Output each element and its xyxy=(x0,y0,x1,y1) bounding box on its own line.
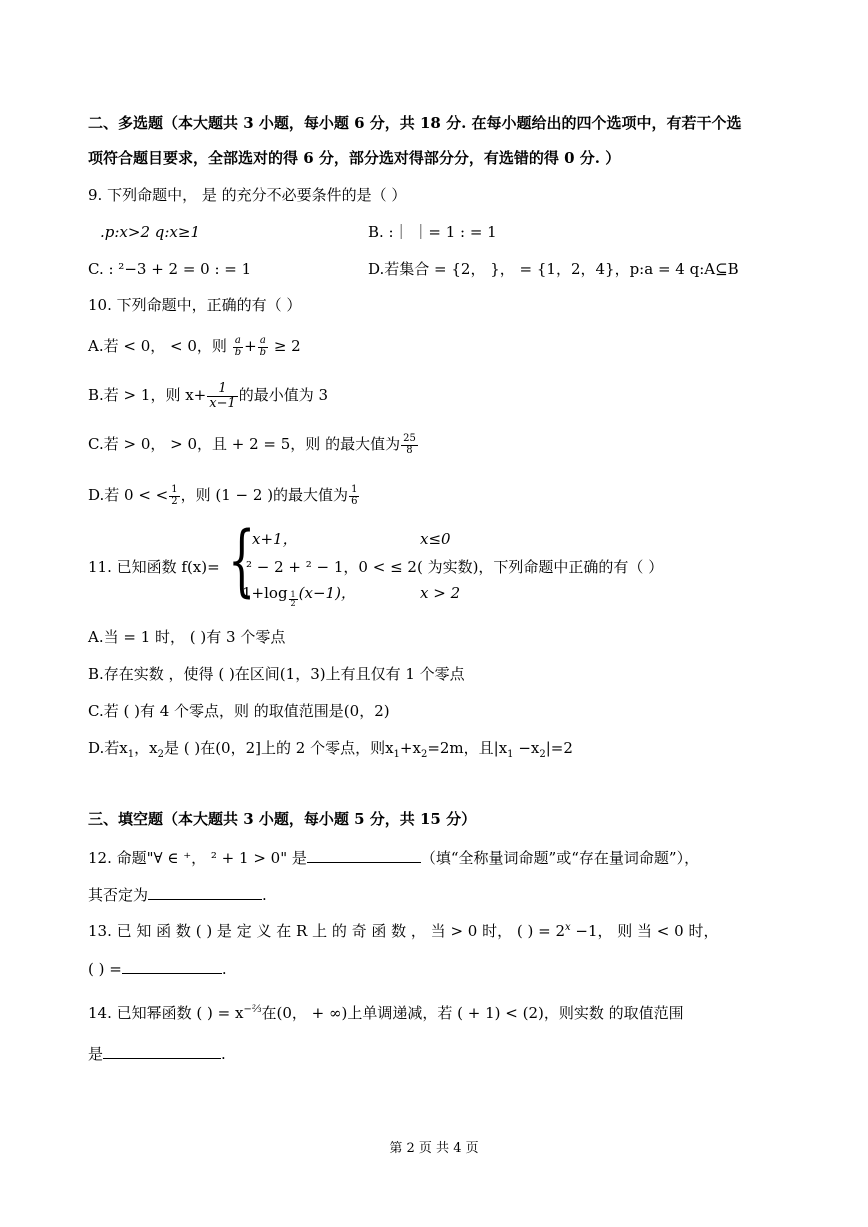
q11-case3-cond: x > 2 xyxy=(420,584,461,602)
q13-line2: ( ) = . xyxy=(88,960,227,978)
q9-option-a: .p:x>2 q:x≥1 xyxy=(100,223,200,241)
q12-answer-blank-1[interactable] xyxy=(307,848,421,863)
q14-answer-blank[interactable] xyxy=(103,1044,221,1059)
q10-option-d: D.若 0 < < $\frac{1}{2}$ ，则 (1 − 2 )的最大值为 $\frac{1}{6}$ xyxy=(88,484,358,507)
q11-option-c: C.若 ( )有 4 个零点，则 的取值范围是(0，2) xyxy=(88,702,390,720)
q12-line2: 其否定为 . xyxy=(88,886,267,904)
q14-line1: 14. 已知幂函数 ( ) = $x^{-\frac{2}{3}}$在(0， + ∞)上单调递减，若 ( + 1) < (2)，则实数 的取值范围 xyxy=(88,1004,684,1022)
section3-heading: 三、填空题（本大题共 3 小题，每小题 5 分，共 15 分） xyxy=(88,810,477,828)
q10-a-fraction-2: $\frac{a}{b}$ xyxy=(259,335,267,358)
q13-answer-blank[interactable] xyxy=(122,959,222,974)
q11-log-base: $\frac{1}{2}$ xyxy=(290,589,296,608)
q13-line1: 13. 已 知 函 数 ( ) 是 定 义 在 R 上 的 奇 函 数 ， 当 > 0 时， ( ) = $2^x -1$， 则 当 < 0 时， xyxy=(88,922,719,940)
q14-line2: 是 . xyxy=(88,1045,226,1063)
q9-stem: 9. 下列命题中， 是 的充分不必要条件的是（ ） xyxy=(88,186,407,204)
q10-d-fraction-2: $\frac{1}{6}$ xyxy=(351,484,358,507)
q10-c-fraction: $\frac{25}{8}$ xyxy=(403,433,416,456)
q10-option-c: C.若 > 0， > 0，且 + 2 = 5，则 的最大值为 $\frac{25}{8}$ xyxy=(88,433,416,456)
q10-b-fraction: $\frac{1}{x-1}$ xyxy=(209,381,236,411)
q10-a-fraction-1: $\frac{a}{b}$ xyxy=(234,335,242,358)
q10-stem: 10. 下列命题中，正确的有（ ） xyxy=(88,296,302,314)
q10-option-a: A.若 < 0， < 0，则 $\frac{a}{b}$ + $\frac{a}{b}$ ≥ 2 xyxy=(88,335,301,358)
page-footer: 第 2 页 共 4 页 xyxy=(389,1141,479,1156)
q9-option-b: B. :｜ ｜= 1 : = 1 xyxy=(368,223,497,241)
q10-a-text: A.若 < 0， < 0，则 xyxy=(88,337,227,355)
q12-line1: 12. 命题"∀ ∈ ⁺， ² + 1 > 0" 是 （填“全称量词命题”或“存在量词命题”）， xyxy=(88,849,700,867)
q10-d-fraction-1: $\frac{1}{2}$ xyxy=(171,484,178,507)
q9-option-d: D.若集合 = {2， }， = {1，2，4}，p:a = 4 q:A⊆B xyxy=(368,260,739,278)
q11-case2: ² − 2 + ² − 1，0 < ≤ 2( 为实数)，下列命题中正确的有（ ） xyxy=(246,558,664,576)
q11-stem: 11. 已知函数 f(x)= xyxy=(88,558,220,576)
q11-option-a: A.当 = 1 时， ( )有 3 个零点 xyxy=(88,628,286,646)
q11-case3: 1+log $\frac{1}{2}$ (x−1)， xyxy=(242,584,356,608)
q11-option-d: D.若$x_1$，$x_2$是 ( )在(0，2]上的 2 个零点，则$x_1+x_2=2m$，且$|x_1 -x_2|=2$ xyxy=(88,739,573,760)
q11-option-b: B.存在实数 ，使得 ( )在区间(1，3)上有且仅有 1 个零点 xyxy=(88,665,465,683)
q9-option-c: C. : ²−3 + 2 = 0 : = 1 xyxy=(88,260,252,278)
q10-option-b: B.若 > 1，则 x+ $\frac{1}{x-1}$ 的最小值为 3 xyxy=(88,381,329,411)
q11-case1-expr: x+1， xyxy=(252,530,298,548)
q11-case1-cond: x≤0 xyxy=(420,530,451,548)
section2-heading-line2: 项符合题目要求，全部选对的得 6 分，部分选对得部分分，有选错的得 0 分. ） xyxy=(88,149,621,167)
q12-answer-blank-2[interactable] xyxy=(148,885,262,900)
q11-brace: { xyxy=(228,516,256,606)
section2-heading-line1: 二、多选题（本大题共 3 小题，每小题 6 分，共 18 分. 在每小题给出的四个选项中，有若干个选 xyxy=(88,114,742,132)
